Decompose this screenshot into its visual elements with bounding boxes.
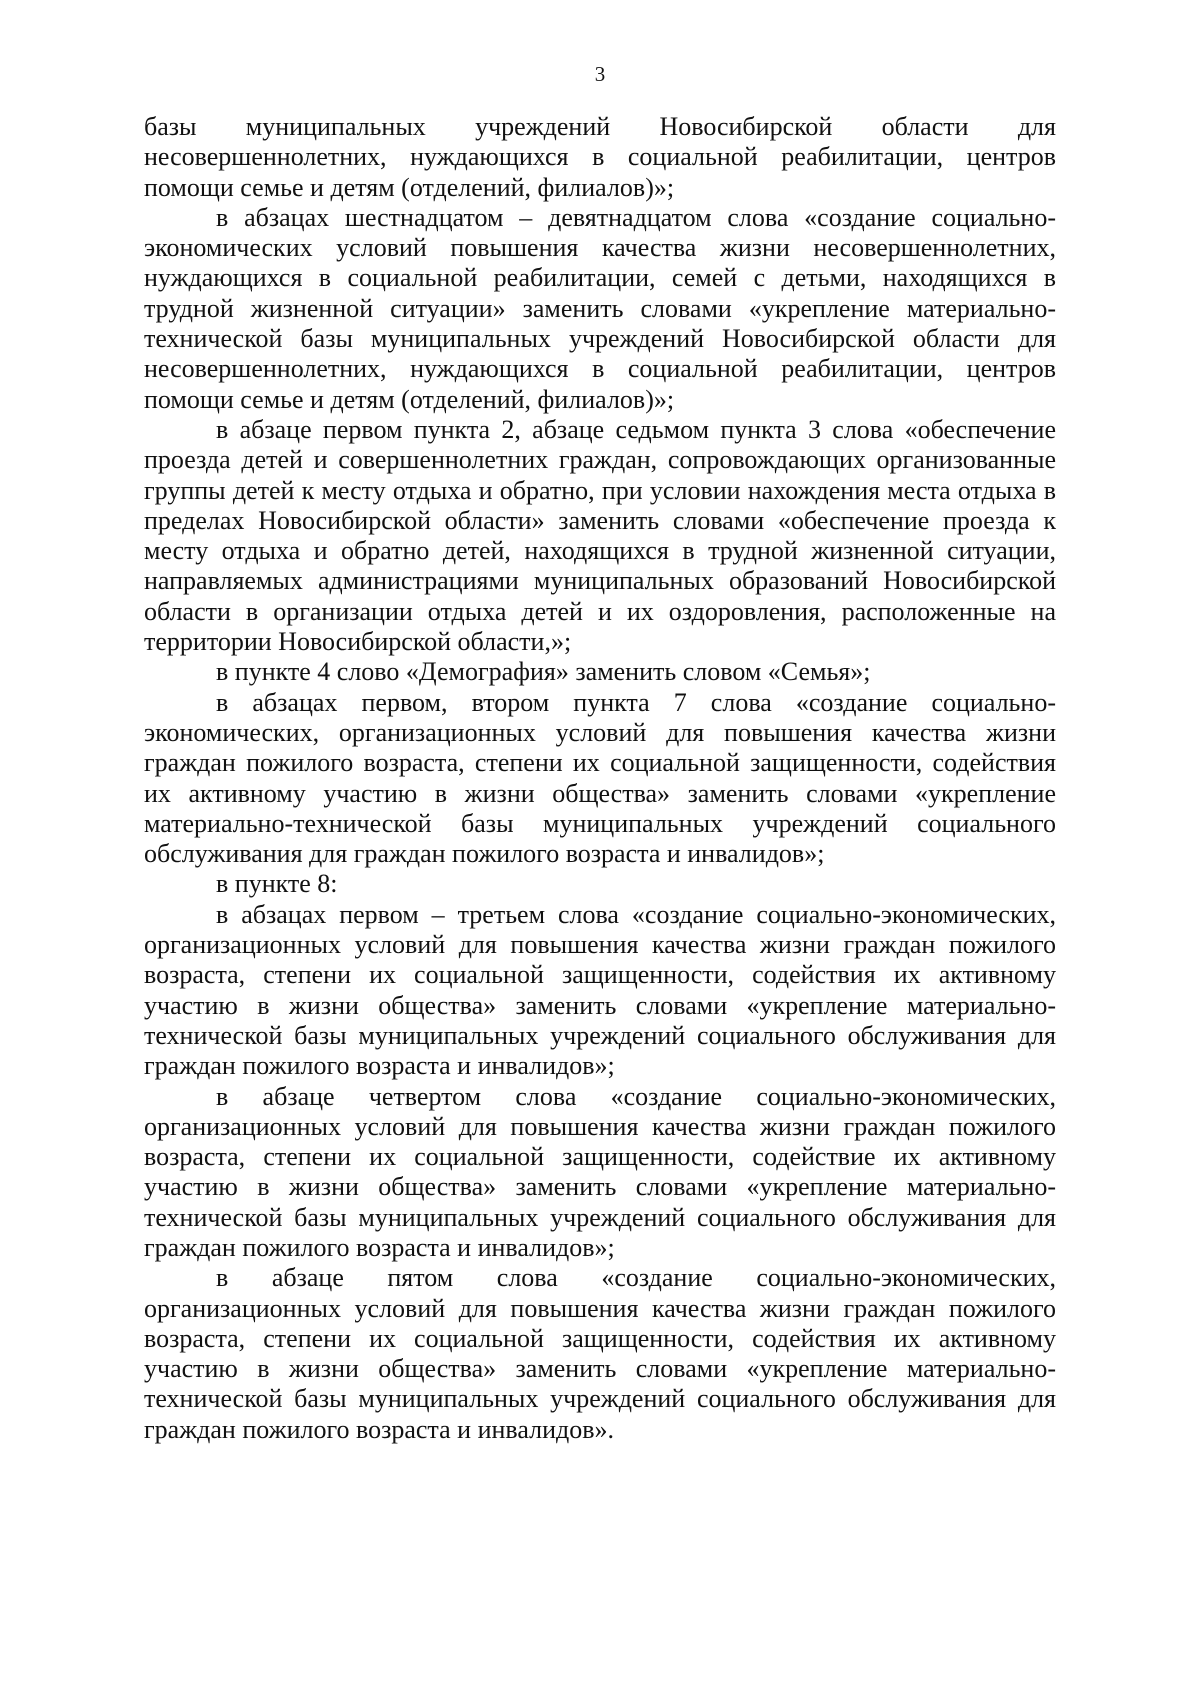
paragraph-point-8-heading: в пункте 8: (216, 869, 338, 899)
document-body (144, 112, 1056, 1445)
paragraph-point-2-3: в абзаце первом пункта 2, абзаце седьмом пункта 3 слова «обеспечение проезда детей и совершеннолетних граждан, сопровождающих организованные группы детей к месту отдыха и обратно, при условии нахождения места отдыха в пределах Новосибирской области» заменить словами «обеспечение проезда к месту отдыха и обратно детей, находящихся в трудной жизненной ситуации, направляемых администрациями муниципальных образований Новосибирской области в организации отдыха детей и их оздоровления, расположенные на территории Новосибирской области,»; (144, 414, 1056, 657)
paragraph-point-8-clause-5: в абзаце пятом слова «создание социально-экономических, организационных условий для повышения качества жизни граждан пожилого возраста, степени их социальной защищенности, содействия их активному участию в жизни общества» заменить словами «укрепление материально-технической базы муниципальных учреждений социального обслуживания для граждан пожилого возраста и инвалидов». (144, 1263, 1056, 1444)
paragraph-point-7: в абзацах первом, втором пункта 7 слова «создание социально-экономических, организационных условий для повышения качества жизни граждан пожилого возраста, степени их социальной защищенности, содействия их активному участию в жизни общества» заменить словами «укрепление материально-технической базы муниципальных учреждений социального обслуживания для граждан пожилого возраста и инвалидов»; (144, 687, 1056, 869)
paragraph-clauses-16-19: в абзацах шестнадцатом – девятнадцатом слова «создание социально-экономических условий повышения качества жизни несовершеннолетних, нуждающихся в социальной реабилитации, семей с детьми, находящихся в трудной жизненной ситуации» заменить словами «укрепление материально-технической базы муниципальных учреждений Новосибирской области для несовершеннолетних, нуждающихся в социальной реабилитации, центров помощи семье и детям (отделений, филиалов)»; (144, 202, 1056, 414)
paragraph-point-8-clause-4: в абзаце четвертом слова «создание социально-экономических, организационных условий для повышения качества жизни граждан пожилого возраста, степени их социальной защищенности, содействие их активному участию в жизни общества» заменить словами «укрепление материально-технической базы муниципальных учреждений социального обслуживания для граждан пожилого возраста и инвалидов»; (144, 1081, 1056, 1262)
paragraph-point-8-clauses-1-3: в абзацах первом – третьем слова «создание социально-экономических, организационных условий для повышения качества жизни граждан пожилого возраста, степени их социальной защищенности, содействия их активному участию в жизни общества» заменить словами «укрепление материально-технической базы муниципальных учреждений социального обслуживания для граждан пожилого возраста и инвалидов»; (144, 899, 1056, 1081)
paragraph-continuation: базы муниципальных учреждений Новосибирской области для несовершеннолетних, нуждающихся в социальной реабилитации, центров помощи семье и детям (отделений, филиалов)»; (144, 112, 1056, 202)
paragraph-point-4: в пункте 4 слово «Демография» заменить словом «Семья»; (216, 657, 871, 687)
page-number: 3 (594, 62, 606, 86)
